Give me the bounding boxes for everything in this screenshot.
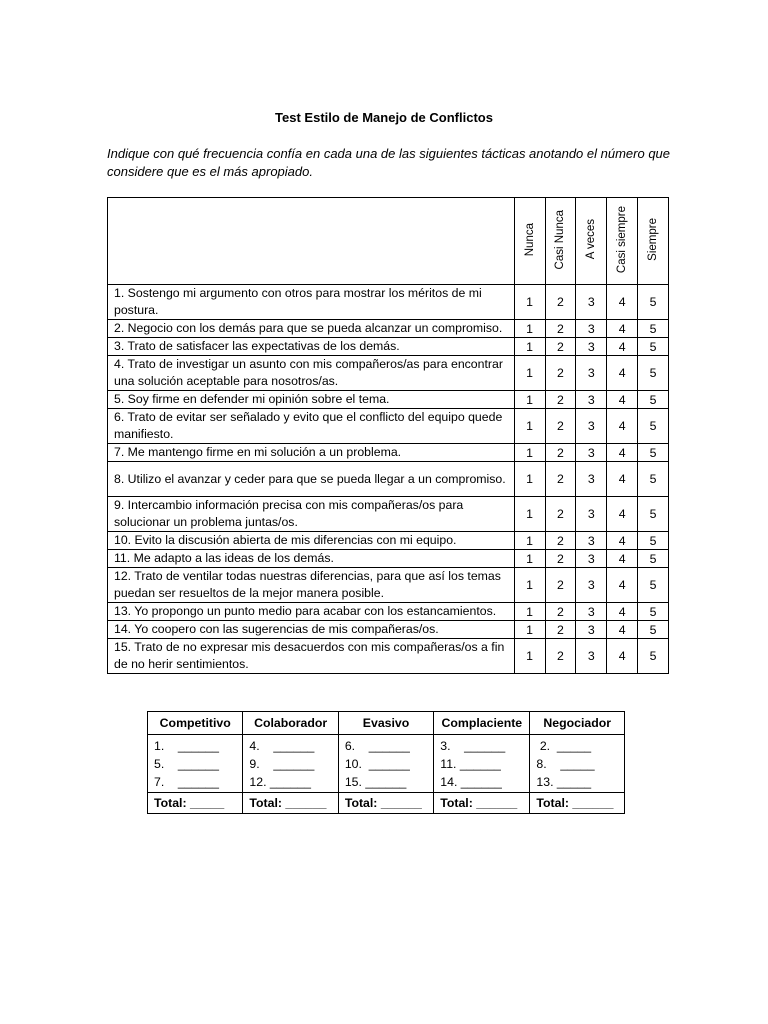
score-entry[interactable]: 7. ______: [154, 775, 219, 789]
scale-option-4[interactable]: 4: [607, 462, 638, 497]
scale-option-1[interactable]: 1: [514, 356, 545, 391]
scale-option-5[interactable]: 5: [638, 639, 669, 674]
questions-header-cell: [108, 198, 515, 285]
scale-option-2[interactable]: 2: [545, 320, 576, 338]
summary-entries-row: [148, 735, 625, 793]
scale-option-4[interactable]: 4: [607, 639, 638, 674]
scale-option-1[interactable]: 1: [514, 462, 545, 497]
scale-option-2[interactable]: 2: [545, 568, 576, 603]
scale-option-4[interactable]: 4: [607, 603, 638, 621]
question-row: [108, 550, 669, 568]
scale-option-5[interactable]: 5: [638, 285, 669, 320]
scale-option-1[interactable]: 1: [514, 285, 545, 320]
scale-option-3[interactable]: 3: [576, 320, 607, 338]
style-header-negociador: Negociador: [530, 712, 625, 735]
style-total-colaborador[interactable]: Total: ______: [243, 793, 338, 814]
scale-option-5[interactable]: 5: [638, 532, 669, 550]
scale-option-3[interactable]: 3: [576, 639, 607, 674]
style-entries-evasivo: [338, 735, 433, 793]
style-total-negociador[interactable]: Total: ______: [530, 793, 625, 814]
scale-option-2[interactable]: 2: [545, 356, 576, 391]
question-row: [108, 568, 669, 603]
scale-option-3[interactable]: 3: [576, 285, 607, 320]
scale-option-4[interactable]: 4: [607, 409, 638, 444]
scale-option-1[interactable]: 1: [514, 320, 545, 338]
scale-option-1[interactable]: 1: [514, 568, 545, 603]
question-text: 14. Yo coopero con las sugerencias de mis compañeras/os.: [108, 621, 515, 639]
scale-option-3[interactable]: 3: [576, 603, 607, 621]
scale-option-3[interactable]: 3: [576, 444, 607, 462]
scale-option-2[interactable]: 2: [545, 391, 576, 409]
scale-option-1[interactable]: 1: [514, 603, 545, 621]
scale-option-2[interactable]: 2: [545, 550, 576, 568]
style-total-evasivo[interactable]: Total: ______: [338, 793, 433, 814]
question-text: 5. Soy firme en defender mi opinión sobre el tema.: [108, 391, 515, 409]
scale-option-5[interactable]: 5: [638, 568, 669, 603]
scale-option-3[interactable]: 3: [576, 568, 607, 603]
question-row: [108, 639, 669, 674]
scale-option-5[interactable]: 5: [638, 550, 669, 568]
question-text: 8. Utilizo el avanzar y ceder para que se pueda llegar a un compromiso.: [108, 462, 515, 497]
scale-option-1[interactable]: 1: [514, 550, 545, 568]
question-text: 3. Trato de satisfacer las expectativas de los demás.: [108, 338, 515, 356]
scale-option-3[interactable]: 3: [576, 532, 607, 550]
style-header-colaborador: Colaborador: [243, 712, 338, 735]
scale-option-1[interactable]: 1: [514, 497, 545, 532]
scale-option-3[interactable]: 3: [576, 409, 607, 444]
scale-option-5[interactable]: 5: [638, 621, 669, 639]
score-entry[interactable]: 11. ______: [440, 757, 501, 771]
question-text: 9. Intercambio información precisa con mis compañeras/os para solucionar un problema juntas/os.: [108, 497, 515, 532]
scale-option-4[interactable]: 4: [607, 356, 638, 391]
question-row: [108, 356, 669, 391]
header-casi-siempre: Casi siempre: [607, 198, 638, 285]
question-text: 1. Sostengo mi argumento con otros para mostrar los méritos de mi postura.: [108, 285, 515, 320]
scale-option-3[interactable]: 3: [576, 621, 607, 639]
scale-option-2[interactable]: 2: [545, 639, 576, 674]
score-entry[interactable]: 13. _____: [536, 775, 592, 789]
scale-option-3[interactable]: 3: [576, 497, 607, 532]
score-entry[interactable]: 5. ______: [154, 757, 219, 771]
scale-option-2[interactable]: 2: [545, 532, 576, 550]
style-header-competitivo: Competitivo: [148, 712, 243, 735]
summary-totals-row: [148, 793, 625, 814]
scale-option-5[interactable]: 5: [638, 462, 669, 497]
scale-option-2[interactable]: 2: [545, 444, 576, 462]
scale-option-2[interactable]: 2: [545, 338, 576, 356]
question-row: [108, 532, 669, 550]
question-row: [108, 462, 669, 497]
scale-option-1[interactable]: 1: [514, 532, 545, 550]
question-row: [108, 391, 669, 409]
scale-option-1[interactable]: 1: [514, 444, 545, 462]
scale-option-1[interactable]: 1: [514, 409, 545, 444]
questionnaire-table: [107, 197, 669, 674]
scale-option-4[interactable]: 4: [607, 621, 638, 639]
scale-option-1[interactable]: 1: [514, 338, 545, 356]
score-entry[interactable]: 12. ______: [249, 775, 311, 789]
scale-option-2[interactable]: 2: [545, 621, 576, 639]
scale-option-3[interactable]: 3: [576, 356, 607, 391]
scale-option-5[interactable]: 5: [638, 497, 669, 532]
scale-option-3[interactable]: 3: [576, 338, 607, 356]
question-row: [108, 621, 669, 639]
style-header-complaciente: Complaciente: [434, 712, 530, 735]
scale-option-5[interactable]: 5: [638, 391, 669, 409]
question-text: 7. Me mantengo firme en mi solución a un problema.: [108, 444, 515, 462]
question-text: 15. Trato de no expresar mis desacuerdos con mis compañeras/os a fin de no herir sentimientos.: [108, 639, 515, 674]
scale-option-5[interactable]: 5: [638, 603, 669, 621]
scale-option-3[interactable]: 3: [576, 550, 607, 568]
scale-option-4[interactable]: 4: [607, 532, 638, 550]
scale-option-4[interactable]: 4: [607, 550, 638, 568]
page-title: Test Estilo de Manejo de Conflictos: [275, 110, 493, 125]
score-entry[interactable]: 2. _____: [536, 739, 592, 753]
question-row: [108, 320, 669, 338]
frequency-header-row: [108, 198, 669, 285]
scale-option-1[interactable]: 1: [514, 391, 545, 409]
style-entries-competitivo: [148, 735, 243, 793]
question-text: 4. Trato de investigar un asunto con mis compañeros/as para encontrar una solución aceptable para nosotros/as.: [108, 356, 515, 391]
scale-option-1[interactable]: 1: [514, 639, 545, 674]
scale-option-2[interactable]: 2: [545, 497, 576, 532]
style-header-evasivo: Evasivo: [338, 712, 433, 735]
instructions-text: Indique con qué frecuencia confía en cada una de las siguientes tácticas anotando el número que considere que es el más apropiado.: [107, 146, 671, 179]
scale-option-1[interactable]: 1: [514, 621, 545, 639]
question-row: [108, 409, 669, 444]
score-entry[interactable]: 3. ______: [440, 739, 506, 753]
score-entry[interactable]: 9. ______: [249, 757, 315, 771]
scale-option-5[interactable]: 5: [638, 444, 669, 462]
question-row: [108, 444, 669, 462]
question-row: [108, 603, 669, 621]
summary-header-row: [148, 712, 625, 735]
question-text: 11. Me adapto a las ideas de los demás.: [108, 550, 515, 568]
scale-option-3[interactable]: 3: [576, 391, 607, 409]
style-total-competitivo[interactable]: Total: _____: [148, 793, 243, 814]
score-entry[interactable]: 1. ______: [154, 739, 219, 753]
scale-option-4[interactable]: 4: [607, 444, 638, 462]
score-entry[interactable]: 15. ______: [344, 775, 407, 789]
score-entry[interactable]: 6. ______: [344, 739, 410, 753]
scale-option-4[interactable]: 4: [607, 285, 638, 320]
score-entry[interactable]: 14. ______: [440, 775, 502, 789]
scale-option-4[interactable]: 4: [607, 338, 638, 356]
score-entry[interactable]: 4. ______: [249, 739, 315, 753]
question-text: 10. Evito la discusión abierta de mis diferencias con mi equipo.: [108, 532, 515, 550]
score-entry[interactable]: 8. _____: [536, 757, 595, 771]
style-total-complaciente[interactable]: Total: ______: [434, 793, 530, 814]
question-text: 12. Trato de ventilar todas nuestras diferencias, para que así los temas puedan ser resueltos de la mejor manera posible.: [108, 568, 515, 603]
scale-option-4[interactable]: 4: [607, 497, 638, 532]
scale-option-5[interactable]: 5: [638, 320, 669, 338]
scale-option-5[interactable]: 5: [638, 409, 669, 444]
question-text: 2. Negocio con los demás para que se pueda alcanzar un compromiso.: [108, 320, 515, 338]
scale-option-2[interactable]: 2: [545, 603, 576, 621]
summary-table: [147, 711, 625, 814]
style-entries-complaciente: [434, 735, 530, 793]
scale-option-2[interactable]: 2: [545, 462, 576, 497]
scale-option-4[interactable]: 4: [607, 391, 638, 409]
scale-option-2[interactable]: 2: [545, 285, 576, 320]
scale-option-3[interactable]: 3: [576, 462, 607, 497]
style-entries-colaborador: [243, 735, 338, 793]
header-casi-nunca: Casi Nunca: [545, 198, 576, 285]
header-nunca: Nunca: [514, 198, 545, 285]
score-entry[interactable]: 10. ______: [344, 757, 410, 771]
question-text: 6. Trato de evitar ser señalado y evito que el conflicto del equipo quede manifiesto.: [108, 409, 515, 444]
scale-option-2[interactable]: 2: [545, 409, 576, 444]
question-row: [108, 285, 669, 320]
header-siempre: Siempre: [638, 198, 669, 285]
scale-option-4[interactable]: 4: [607, 320, 638, 338]
scale-option-5[interactable]: 5: [638, 338, 669, 356]
scale-option-5[interactable]: 5: [638, 356, 669, 391]
question-row: [108, 338, 669, 356]
style-entries-negociador: [530, 735, 625, 793]
question-text: 13. Yo propongo un punto medio para acabar con los estancamientos.: [108, 603, 515, 621]
header-a-veces: A veces: [576, 198, 607, 285]
scale-option-4[interactable]: 4: [607, 568, 638, 603]
question-row: [108, 497, 669, 532]
